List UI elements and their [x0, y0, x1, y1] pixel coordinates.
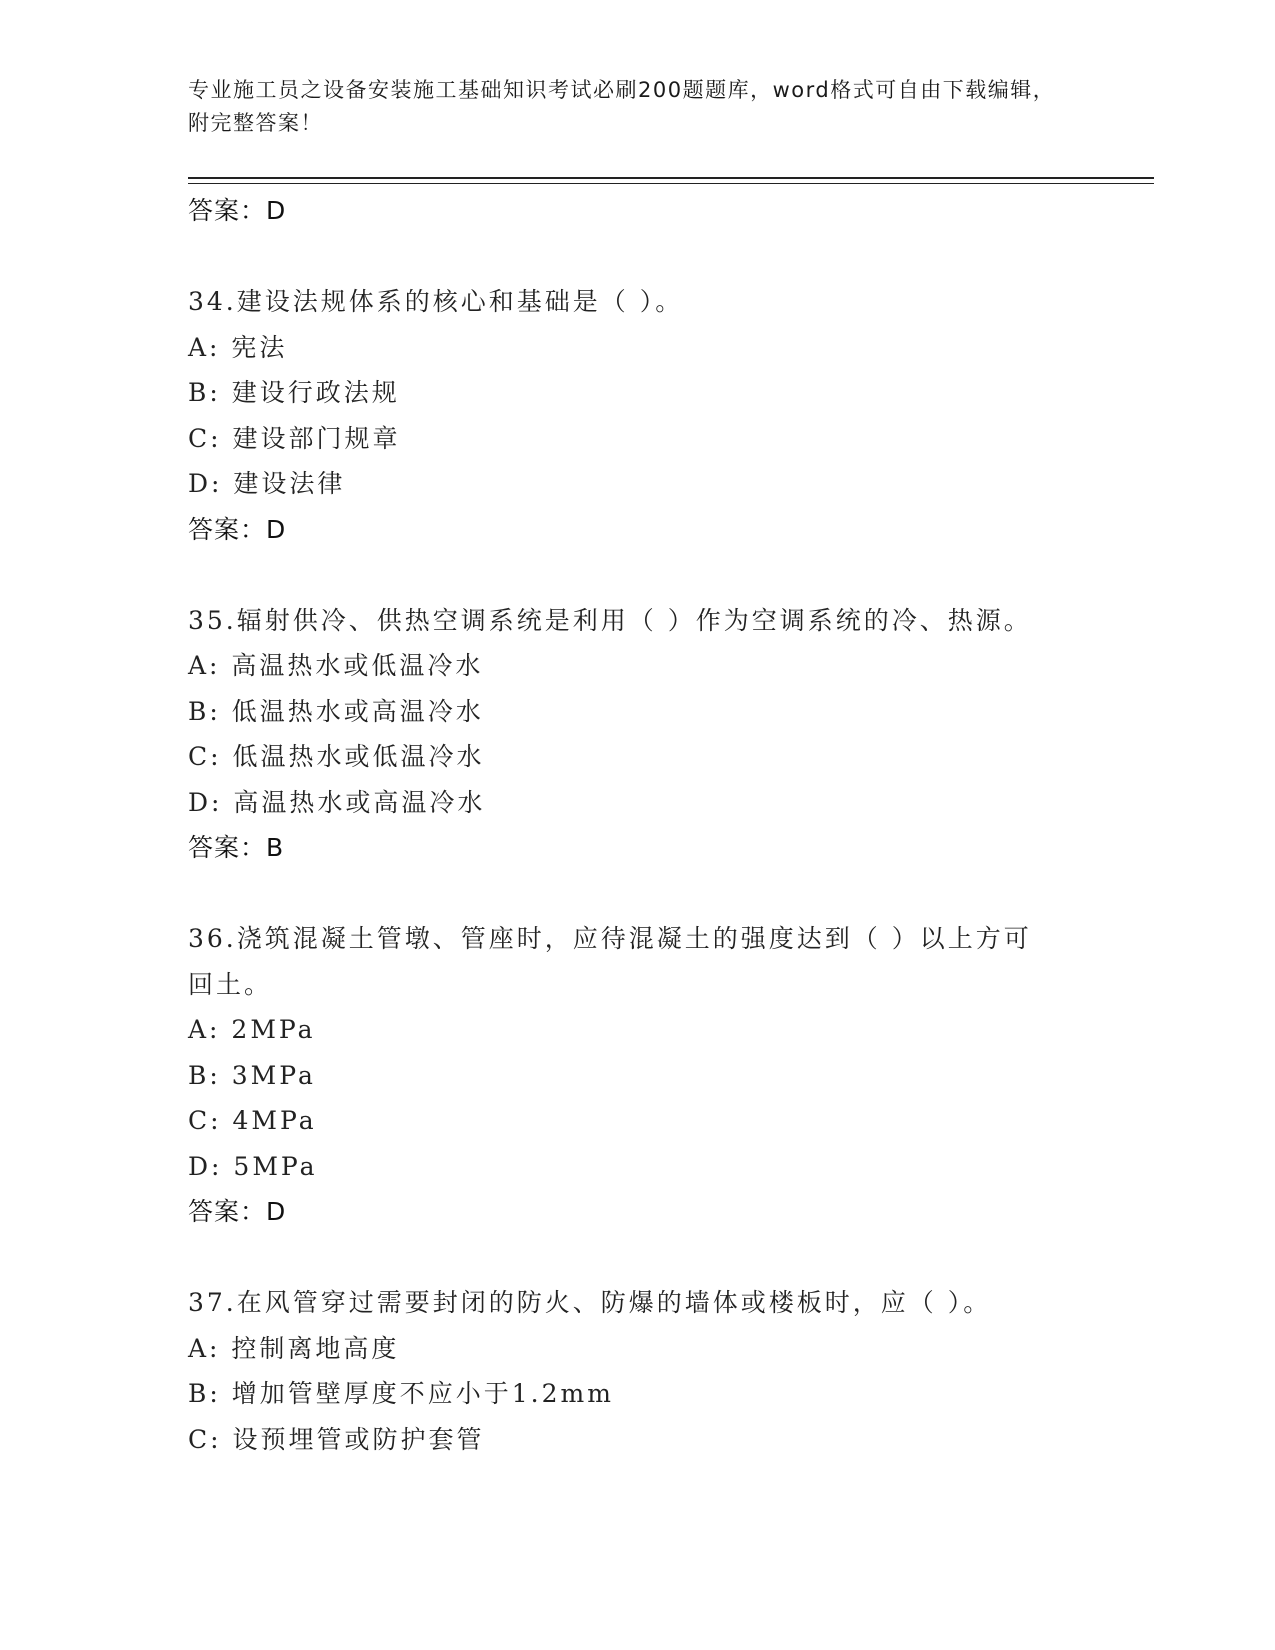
- question-35: [188, 598, 1154, 871]
- option-b: B: 低温热水或高温冷水: [188, 696, 484, 726]
- option-c: C: 设预埋管或防护套管: [188, 1424, 485, 1454]
- option-d: D: 建设法律: [188, 469, 346, 498]
- question-stem: 35.辐射供冷、供热空调系统是利用（ ）作为空调系统的冷、热源。: [188, 605, 1032, 635]
- answer: 答案：D: [188, 1197, 287, 1226]
- spacer: [188, 1235, 1154, 1281]
- header-divider-thick: [188, 177, 1154, 179]
- answer: 答案：D: [188, 514, 287, 544]
- option-a: A: 2MPa: [188, 1015, 316, 1044]
- page-header-title: 专业施工员之设备安装施工基础知识考试必刷200题题库，word格式可自由下载编辑，附完整答案！: [188, 78, 1056, 135]
- option-c: C: 低温热水或低温冷水: [188, 742, 485, 771]
- answer: 答案：B: [188, 833, 285, 862]
- option-b: B: 3MPa: [188, 1060, 316, 1090]
- question-34: [188, 279, 1154, 552]
- option-a: A: 高温热水或低温冷水: [188, 651, 484, 680]
- option-c: C: 4MPa: [188, 1106, 317, 1135]
- option-c: C: 建设部门规章: [188, 423, 401, 453]
- question-stem: 37.在风管穿过需要封闭的防火、防爆的墙体或楼板时，应（ ）。: [188, 1288, 992, 1317]
- option-b: B: 增加管壁厚度不应小于1.2mm: [188, 1379, 614, 1408]
- spacer: [188, 871, 1154, 917]
- header-divider-thin: [188, 183, 1154, 184]
- spacer: [188, 234, 1154, 280]
- option-b: B: 建设行政法规: [188, 378, 400, 407]
- question-37: [188, 1280, 1154, 1462]
- option-a: A: 控制离地高度: [188, 1333, 400, 1363]
- question-list: [188, 188, 1154, 1462]
- question-stem-line-1: 36.浇筑混凝土管墩、管座时，应待混凝土的强度达到（ ）以上方可: [188, 924, 1032, 953]
- spacer: [188, 552, 1154, 598]
- option-d: D: 高温热水或高温冷水: [188, 787, 486, 817]
- question-stem-line-2: 回土。: [188, 969, 273, 999]
- previous-answer: 答案：D: [188, 196, 287, 225]
- option-a: A: 宪法: [188, 332, 288, 362]
- question-stem: 34.建设法规体系的核心和基础是（ ）。: [188, 287, 684, 316]
- question-36: [188, 916, 1154, 1235]
- option-d: D: 5MPa: [188, 1151, 318, 1181]
